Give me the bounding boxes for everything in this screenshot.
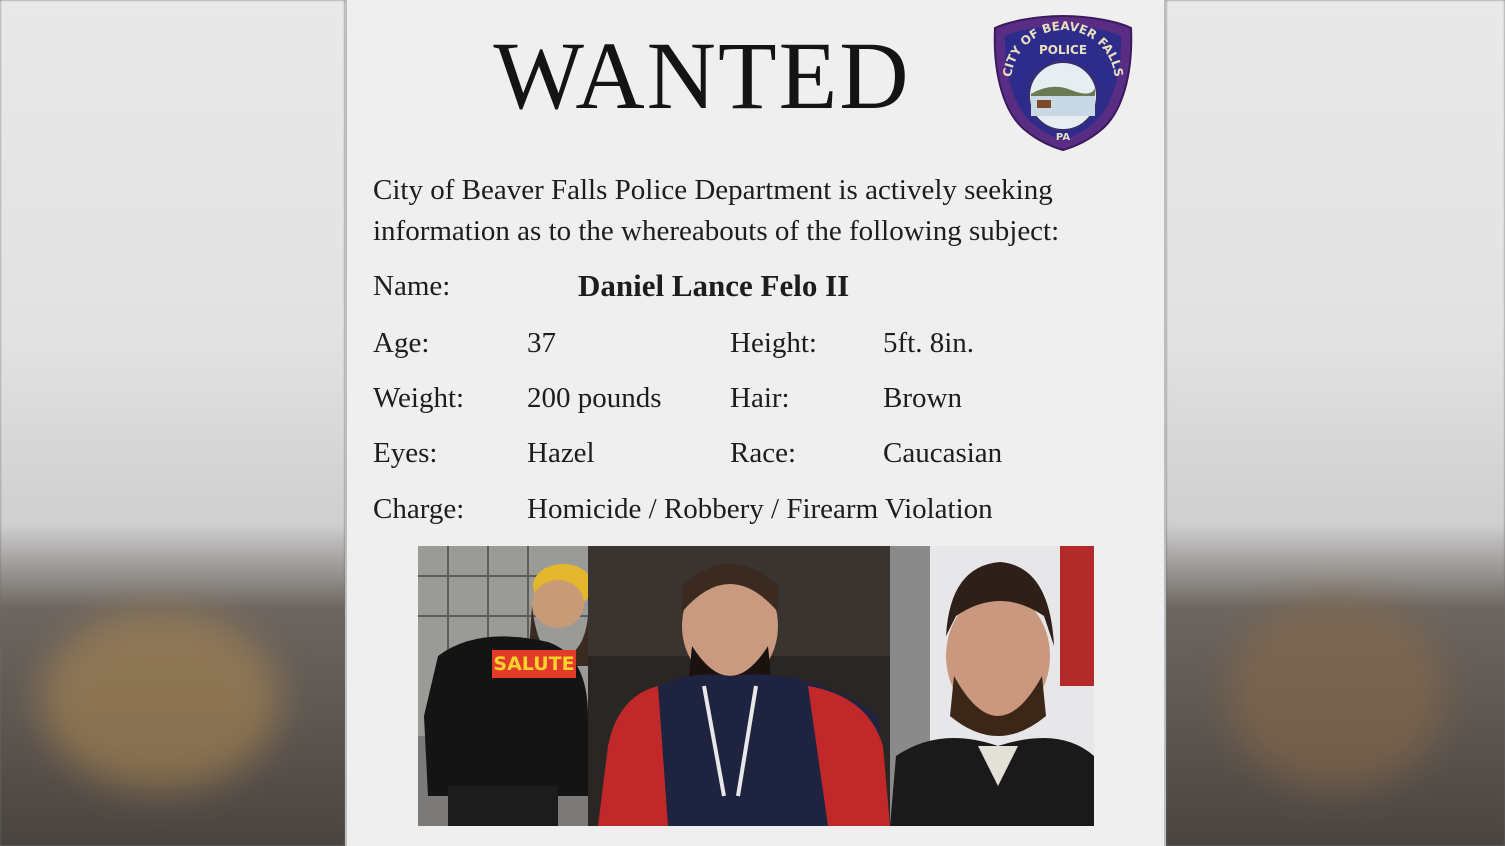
height-label: Height:: [730, 327, 817, 359]
intro-line: City of Beaver Falls Police Department is actively seeking: [373, 174, 1053, 206]
eyes-label: Eyes:: [373, 437, 438, 469]
police-badge-logo: [991, 12, 1135, 152]
poster-title: WANTED: [493, 22, 911, 129]
age-label: Age:: [373, 327, 430, 359]
charge-value: Homicide / Robbery / Firearm Violation: [527, 493, 993, 525]
shirt-text: SALUTE: [493, 653, 575, 675]
height-value: 5ft. 8in.: [883, 327, 975, 359]
charge-label: Charge:: [373, 493, 465, 525]
subject-photo: [418, 546, 588, 826]
name-label: Name:: [373, 270, 451, 302]
hair-label: Hair:: [730, 382, 790, 414]
weight-value: 200 pounds: [527, 382, 662, 414]
intro-line: information as to the whereabouts of the following subject:: [373, 215, 1060, 247]
subject-photo-strip: [418, 546, 1094, 826]
intro-paragraph: [373, 170, 1133, 252]
race-value: Caucasian: [883, 437, 1003, 469]
name-value: Daniel Lance Felo II: [578, 268, 850, 303]
age-value: 37: [527, 327, 556, 359]
background-right: [1166, 0, 1505, 846]
eyes-value: Hazel: [527, 437, 595, 469]
background-blur-shape: [40, 610, 280, 790]
race-label: Race:: [730, 437, 797, 469]
subject-photo: [890, 546, 1094, 826]
background-blur-shape: [1226, 600, 1446, 790]
badge-police-text: POLICE: [1038, 43, 1088, 57]
badge-text: CITY OF BEAVER FALLS: [1000, 18, 1126, 78]
background-left: [0, 0, 345, 846]
hair-value: Brown: [883, 382, 962, 414]
wanted-poster: [345, 0, 1166, 846]
badge-state-text: PA: [1055, 132, 1071, 143]
subject-photo: [588, 546, 890, 826]
weight-label: Weight:: [373, 382, 465, 414]
